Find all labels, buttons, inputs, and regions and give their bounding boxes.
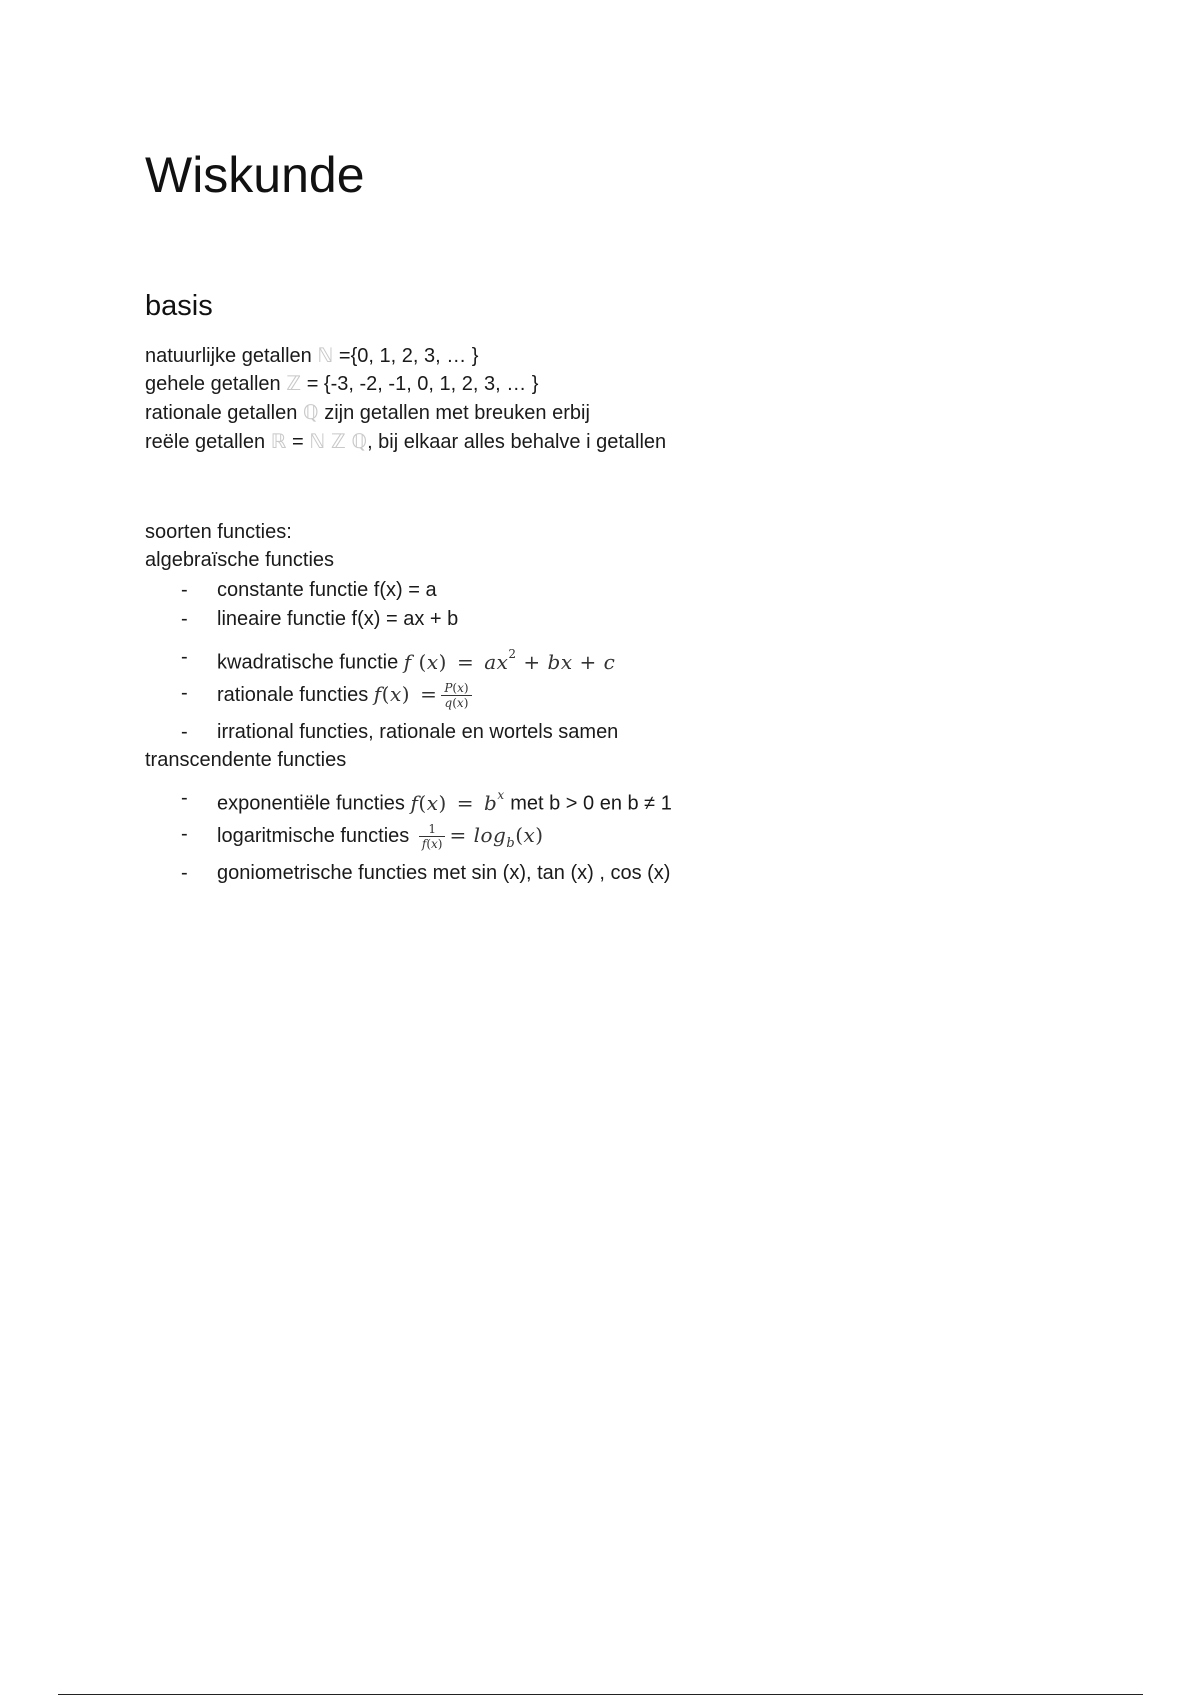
log-fraction: $\frac{1}{f(x)}$ — [419, 822, 446, 851]
quadratic-formula: f $(x) = ax^2$ + bx + c — [403, 647, 616, 674]
number-set-integers: gehele getallen ℤ = {-3, -2, -1, 0, 1, 2, 3, … } — [145, 373, 539, 395]
log-formula: = $\log_b(x)$ — [449, 822, 544, 851]
rational-fraction: $\frac{P(x)}{q(x)}$ — [441, 681, 471, 710]
integers-symbol: ℤ — [286, 373, 302, 395]
reals-symbol: ℝ — [270, 431, 287, 453]
number-set-reals: reële getallen ℝ = ℕ ℤ ℚ, bij elkaar alles behalve i getallen — [145, 431, 667, 453]
union-symbols: ℕ ℤ ℚ — [309, 431, 368, 453]
bullet-dash: - — [181, 862, 188, 884]
natural-numbers-symbol: ℕ — [317, 345, 334, 367]
section-title: basis — [145, 290, 213, 322]
number-set-rationals: rationale getallen ℚ zijn getallen met breuken erbij — [145, 402, 590, 424]
rational-formula: f(x) = — [373, 681, 438, 706]
transcendent-heading: transcendente functies — [145, 749, 347, 771]
bullet-dash: - — [181, 721, 188, 743]
bullet-dash: - — [181, 682, 188, 704]
bullet-dash: - — [181, 646, 188, 668]
rationals-symbol: ℚ — [302, 402, 319, 424]
bullet-dash: - — [181, 579, 188, 601]
footer-divider — [58, 1694, 1143, 1695]
bullet-dash: - — [181, 608, 188, 630]
bullet-dash: - — [181, 787, 188, 809]
functions-heading: soorten functies: — [145, 521, 292, 543]
algebraic-heading: algebraïsche functies — [145, 549, 335, 571]
number-set-natural: natuurlijke getallen ℕ ={0, 1, 2, 3, … } — [145, 345, 479, 367]
page-title: Wiskunde — [145, 147, 365, 203]
bullet-dash: - — [181, 823, 188, 845]
exponential-formula: $f(x) = b^x$ — [410, 788, 505, 815]
